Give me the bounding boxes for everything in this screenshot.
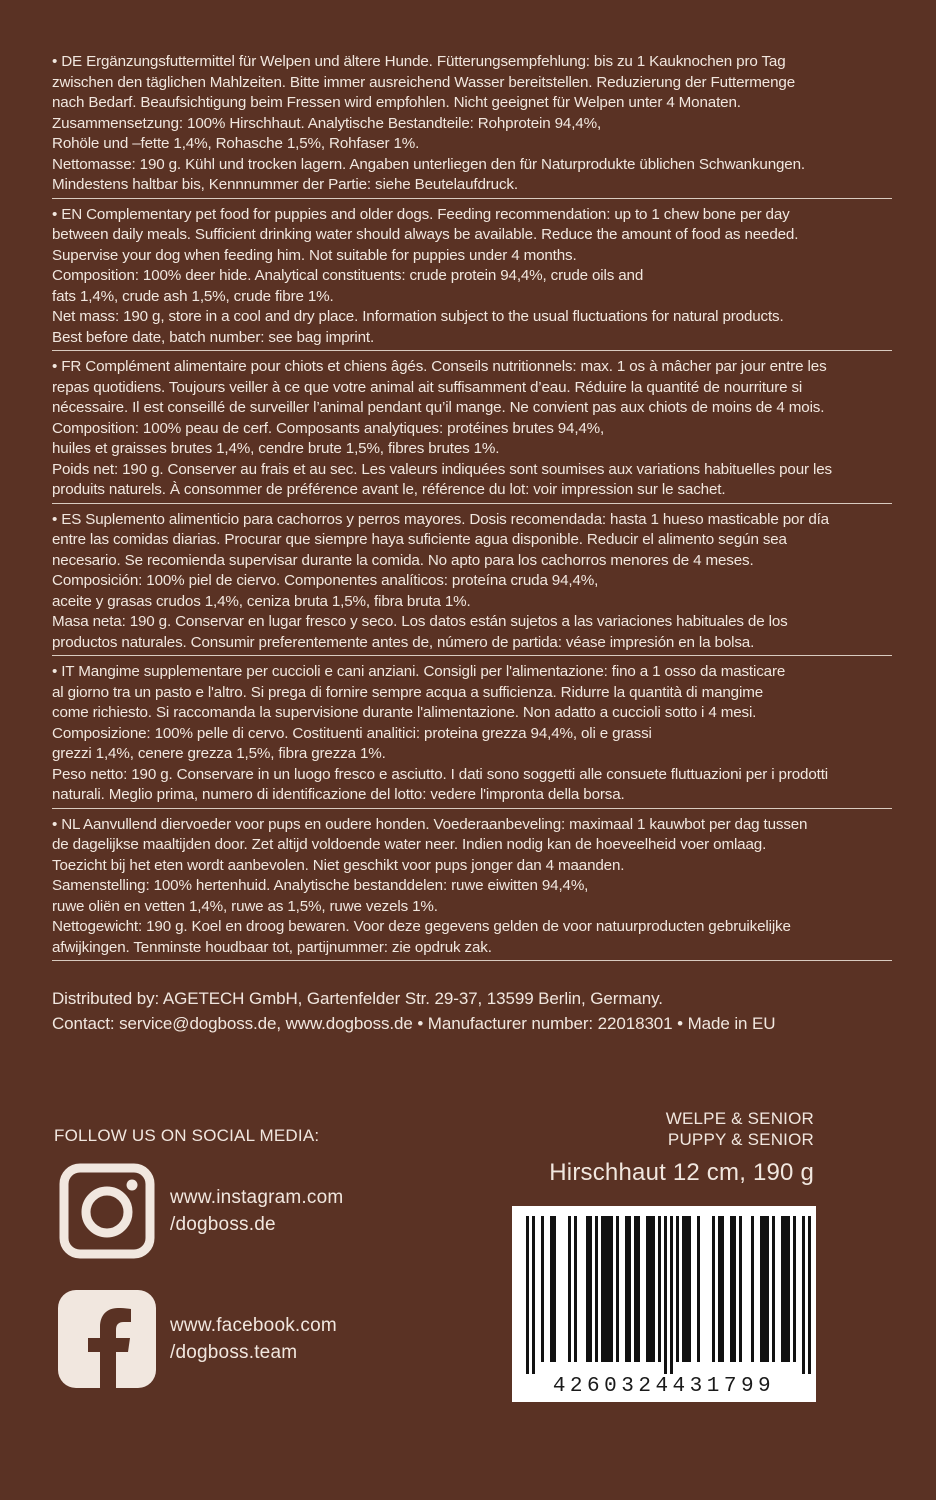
- section-line: fats 1,4%, crude ash 1,5%, crude fibre 1%.: [52, 287, 334, 305]
- barcode-bar: [676, 1216, 679, 1362]
- language-sections: [52, 46, 892, 961]
- section-fr: [52, 351, 892, 504]
- barcode-bar: [766, 1216, 769, 1362]
- section-line: afwijkingen. Tenminste houdbaar tot, partijnummer: zie opdruk zak.: [52, 938, 492, 956]
- instagram-link[interactable]: [170, 1184, 343, 1238]
- instagram-row[interactable]: [58, 1162, 343, 1260]
- barcode-bar: [553, 1216, 556, 1362]
- barcode-bar: [793, 1216, 796, 1362]
- barcode-bar: [610, 1216, 613, 1362]
- section-line: nach Bedarf. Beaufsichtigung beim Fressen wird empfohlen. Nicht geeignet für Welpen unter 4 Monaten.: [52, 94, 741, 111]
- section-de: [52, 46, 892, 199]
- barcode-bar: [697, 1216, 700, 1362]
- barcode-bar: [637, 1216, 640, 1362]
- section-line: naturali. Meglio prima, numero di identificazione del lotto: vedere l'impronta della borsa.: [52, 786, 625, 803]
- barcode-bar: [721, 1216, 724, 1362]
- barcode-bar: [589, 1216, 592, 1362]
- barcode-bar: [634, 1216, 637, 1362]
- barcode-bar: [574, 1216, 577, 1362]
- section-line: necesario. Se recomienda supervisar durante la comida. No apto para los cachorros menores de 4 meses.: [52, 551, 754, 569]
- section-line: nécessaire. Il est conseillé de surveiller l’animal pendant qu’il mange. Ne convient pas aux chiots de moins de 4 mois.: [52, 399, 825, 416]
- product-target-en: PUPPY & SENIOR: [667, 1130, 814, 1149]
- barcode-bar: [586, 1216, 589, 1362]
- section-line: Composition: 100% peau de cerf. Composants analytiques: protéines brutes 94,4%,: [52, 419, 605, 437]
- section-line: Samenstelling: 100% hertenhuid. Analytische bestanddelen: ruwe eiwitten 94,4%,: [52, 877, 589, 894]
- barcode-bar: [649, 1216, 652, 1362]
- section-line: come richiesto. Si raccomanda la supervisione durante l'alimentazione. Non adatto a cuccioli sotto i 4 mesi.: [52, 704, 757, 721]
- barcode-bar: [568, 1216, 571, 1362]
- barcode-bar: [688, 1216, 691, 1362]
- instagram-url: www.instagram.com: [170, 1187, 344, 1208]
- barcode-bar: [652, 1216, 655, 1362]
- contact-line: Contact: service@dogboss.de, www.dogboss.de • Manufacturer number: 22018301 • Made in EU: [52, 1014, 776, 1033]
- section-line: Rohöle und –fette 1,4%, Rohasche 1,5%, Rohfaser 1%.: [52, 135, 420, 152]
- barcode-bar: [763, 1216, 766, 1362]
- section-line: Toezicht bij het eten wordt aanbevolen. Niet geschikt voor pups jonger dan 4 maanden.: [52, 856, 625, 874]
- barcode-bar: [604, 1216, 607, 1362]
- section-line: Poids net: 190 g. Conserver au frais et au sec. Les valeurs indiquées sont soumises aux variations habituelles pour les: [52, 460, 832, 478]
- section-line: repas quotidiens. Toujours veiller à ce que votre animal ait suffisamment d’eau. Réduire la quantité de nourriture si: [52, 378, 803, 396]
- barcode-bar: [658, 1216, 661, 1362]
- barcode-bar: [616, 1216, 619, 1362]
- section-line: Nettogewicht: 190 g. Koel en droog bewaren. Voor deze gegevens gelden de voor natuurproducten gebruikelijke: [52, 918, 791, 935]
- barcode-bar: [646, 1216, 649, 1362]
- barcode-bar: [670, 1216, 673, 1374]
- barcode-bar: [730, 1216, 733, 1362]
- barcode-bar: [808, 1216, 811, 1374]
- section-line: Zusammensetzung: 100% Hirschhaut. Analytische Bestandteile: Rohprotein 94,4%,: [52, 114, 602, 132]
- section-line: Supervise your dog when feeding him. Not suitable for puppies under 4 months.: [52, 246, 577, 264]
- barcode-bar: [751, 1216, 754, 1362]
- instagram-icon[interactable]: [58, 1162, 156, 1260]
- barcode-bar: [541, 1216, 544, 1362]
- barcode-number: 4260324431799: [552, 1375, 776, 1398]
- barcode-bar: [682, 1216, 685, 1362]
- barcode-bar: [772, 1216, 775, 1362]
- barcode-bar: [739, 1216, 742, 1362]
- barcode-bar: [781, 1216, 784, 1362]
- barcode-bar: [601, 1216, 604, 1362]
- section-it: [52, 656, 892, 809]
- barcode-bar: [718, 1216, 721, 1362]
- section-line: • FR Complément alimentaire pour chiots et chiens âgés. Conseils nutritionnels: max. 1 os à mâcher par jour entre les: [52, 358, 827, 375]
- section-line: huiles et graisses brutes 1,4%, cendre brute 1,5%, fibres brutes 1%.: [52, 440, 500, 457]
- barcode-bar: [685, 1216, 688, 1362]
- facebook-row[interactable]: [58, 1290, 337, 1388]
- barcode-bar: [733, 1216, 736, 1362]
- barcode-bar: [526, 1216, 529, 1374]
- barcode-bar: [802, 1216, 805, 1374]
- section-line: grezzi 1,4%, cenere grezza 1,5%, fibra grezza 1%.: [52, 745, 386, 762]
- barcode-bar: [550, 1216, 553, 1362]
- section-line: Mindestens haltbar bis, Kennnummer der Partie: siehe Beutelaufdruck.: [52, 176, 518, 193]
- barcode-bar: [595, 1216, 598, 1362]
- barcode-bar: [607, 1216, 610, 1362]
- section-line: aceite y grasas crudos 1,4%, ceniza bruta 1,5%, fibra bruta 1%.: [52, 592, 471, 610]
- social-heading: FOLLOW US ON SOCIAL MEDIA:: [54, 1126, 320, 1145]
- section-line: al giorno tra un pasto e l'altro. Si prega di fornire sempre acqua a sufficienza. Ridurre la quantità di mangime: [52, 683, 763, 701]
- section-line: • DE Ergänzungsfuttermittel für Welpen und ältere Hunde. Fütterungsempfehlung: bis zu 1 Kauknochen pro Tag: [52, 53, 786, 70]
- product-target-de: WELPE & SENIOR: [665, 1109, 814, 1128]
- section-line: Best before date, batch number: see bag imprint.: [52, 328, 375, 346]
- section-line: between daily meals. Sufficient drinking water should always be available. Reduce the amount of food as needed.: [52, 226, 799, 243]
- section-line: Nettomasse: 190 g. Kühl und trocken lagern. Angaben unterliegen den für Naturprodukte üblichen Schwankungen.: [52, 155, 805, 173]
- barcode-bar: [625, 1216, 628, 1362]
- barcode-bar: [760, 1216, 763, 1362]
- section-line: Peso netto: 190 g. Conservare in un luogo fresco e asciutto. I dati sono soggetti alle consuete fluttuazioni per i prodotti: [52, 765, 829, 783]
- product-info: [549, 1108, 814, 1190]
- barcode-bar: [787, 1216, 790, 1362]
- barcode: [512, 1206, 816, 1402]
- section-line: Masa neta: 190 g. Conservar en lugar fresco y seco. Los datos están sujetos a las variaciones habituales de los: [52, 613, 788, 630]
- barcode-bar: [664, 1216, 667, 1374]
- facebook-url: www.facebook.com: [170, 1315, 337, 1336]
- facebook-link[interactable]: [170, 1312, 337, 1366]
- section-line: produits naturels. À consommer de préférence avant le, référence du lot: voir impression sur le sachet.: [52, 481, 726, 498]
- barcode-bar: [628, 1216, 631, 1362]
- facebook-handle: /dogboss.team: [170, 1342, 298, 1363]
- barcode-bar: [712, 1216, 715, 1362]
- section-line: • ES Suplemento alimenticio para cachorros y perros mayores. Dosis recomendada: hasta 1 hueso masticable por día: [52, 510, 829, 528]
- section-line: productos naturales. Consumir preferentemente antes de, número de partida: véase impresión en la bolsa.: [52, 633, 755, 651]
- section-line: Composición: 100% piel de ciervo. Componentes analíticos: proteína cruda 94,4%,: [52, 572, 599, 589]
- distribution-info: [52, 986, 912, 1036]
- barcode-bar: [532, 1216, 535, 1374]
- barcode-bar: [784, 1216, 787, 1362]
- section-line: entre las comidas diarias. Procurar que siempre haya suficiente agua disponible. Reducir el alimento según sea: [52, 531, 787, 548]
- section-line: Composition: 100% deer hide. Analytical constituents: crude protein 94,4%, crude oils and: [52, 267, 644, 284]
- section-en: [52, 199, 892, 352]
- section-line: • IT Mangime supplementare per cuccioli e cani anziani. Consigli per l'alimentazione: fino a 1 osso da masticare: [52, 663, 786, 680]
- section-line: • NL Aanvullend diervoeder voor pups en oudere honden. Voederaanbeveling: maximaal 1 kauwbot per dag tussen: [52, 815, 808, 833]
- section-line: ruwe oliën en vetten 1,4%, ruwe as 1,5%, ruwe vezels 1%.: [52, 897, 438, 915]
- section-line: • EN Complementary pet food for puppies and older dogs. Feeding recommendation: up to 1 chew bone per day: [52, 205, 790, 223]
- section-line: de dagelijkse maaltijden door. Zet altijd voldoende water neer. Indien nodig kan de hoeveelheid voer omlaag.: [52, 836, 767, 853]
- distributor-line: Distributed by: AGETECH GmbH, Gartenfelder Str. 29-37, 13599 Berlin, Germany.: [52, 989, 663, 1008]
- product-name: Hirschhaut 12 cm, 190 g: [549, 1159, 814, 1186]
- section-es: [52, 504, 892, 657]
- section-line: zwischen den täglichen Mahlzeiten. Bitte immer ausreichend Wasser bereitstellen. Reduzierung der Futtermenge: [52, 73, 795, 91]
- section-nl: [52, 809, 892, 962]
- barcode-bars: [512, 1206, 816, 1376]
- section-line: Net mass: 190 g, store in a cool and dry place. Information subject to the usual fluctuations for natural products.: [52, 308, 784, 325]
- instagram-handle: /dogboss.de: [170, 1214, 276, 1235]
- facebook-icon[interactable]: [58, 1290, 156, 1388]
- section-line: Composizione: 100% pelle di cervo. Costituenti analitici: proteina grezza 94,4%, oli e grassi: [52, 724, 652, 742]
